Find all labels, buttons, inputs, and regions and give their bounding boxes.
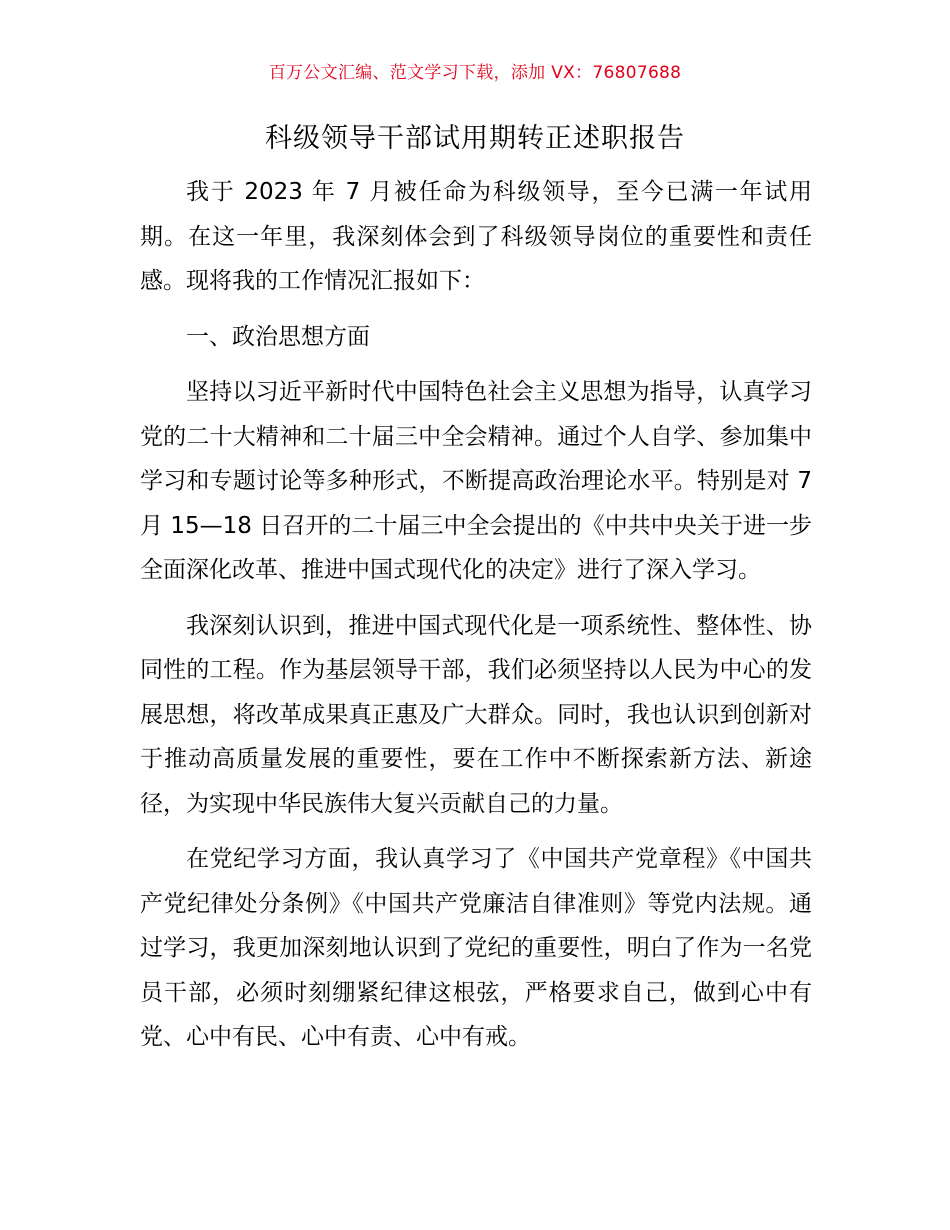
document-title: 科级领导干部试用期转正述职报告 bbox=[265, 123, 685, 154]
paragraph-study: 坚持以习近平新时代中国特色社会主义思想为指导，认真学习党的二十大精神和二十届三中全会精神。通过个人自学、参加集中学习和专题讨论等多种形式，不断提高政治理论水平。特别是对 7 月 15—18 日召开的二十届三中全会提出的《中共中央关于进一步全面深化改革、推进中国式现代化的决定》进行了深入学习。 bbox=[140, 379, 812, 583]
paragraph-intro: 我于 2023 年 7 月被任命为科级领导，至今已满一年试用期。在这一年里，我深刻体会到了科级领导岗位的重要性和责任感。现将我的工作情况汇报如下： bbox=[140, 179, 812, 294]
paragraph-understanding: 我深刻认识到，推进中国式现代化是一项系统性、整体性、协同性的工程。作为基层领导干部，我们必须坚持以人民为中心的发展思想，将改革成果真正惠及广大群众。同时，我也认识到创新对于推动高质量发展的重要性，要在工作中不断探索新方法、新途径，为实现中华民族伟大复兴贡献自己的力量。 bbox=[140, 612, 812, 817]
paragraph-discipline: 在党纪学习方面，我认真学习了《中国共产党章程》《中国共产党纪律处分条例》《中国共产党廉洁自律准则》等党内法规。通过学习，我更加深刻地认识到了党纪的重要性，明白了作为一名党员干部，必须时刻绷紧纪律这根弦，严格要求自己，做到心中有党、心中有民、心中有责、心中有戒。 bbox=[140, 846, 812, 1050]
promo-header: 百万公文汇编、范文学习下载，添加 VX：76807688 bbox=[268, 63, 682, 83]
section-heading-political: 一、政治思想方面 bbox=[186, 323, 370, 350]
document-body bbox=[140, 170, 812, 1071]
